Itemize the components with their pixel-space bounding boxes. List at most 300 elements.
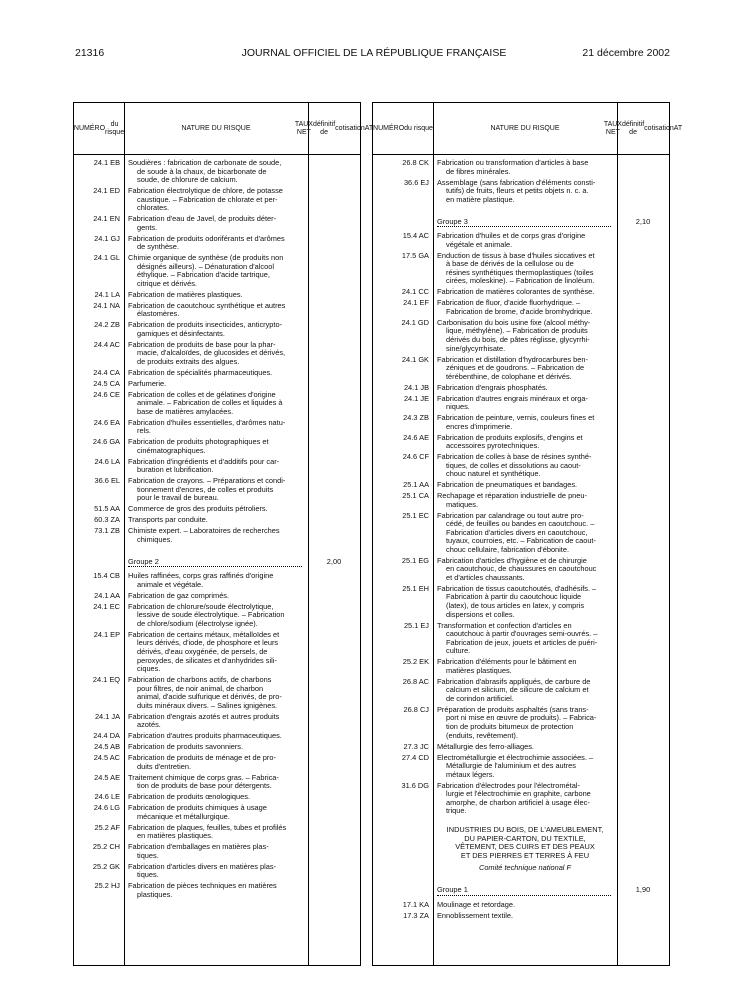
risk-description bbox=[128, 302, 304, 319]
risk-description bbox=[128, 341, 304, 367]
risk-description bbox=[437, 288, 613, 297]
description-line: Fabrication d'articles d'hygiène et de chirurgie bbox=[437, 555, 587, 565]
description-line: Enduction de tissus à base d'huiles siccatives et bbox=[437, 250, 595, 260]
risk-code: 15.4 AC bbox=[402, 231, 429, 241]
risk-description bbox=[128, 516, 304, 525]
description-line: Fabrication et distillation d'hydrocarbures ben- bbox=[437, 354, 588, 364]
description-line: Fabrication d'emballages en matières plas- bbox=[128, 842, 269, 851]
description-line: de chlore/sodium (électrolyse ignée). bbox=[137, 618, 258, 628]
description-line: Commerce de gros des produits pétroliers. bbox=[128, 504, 268, 514]
column-header-taux bbox=[294, 103, 374, 154]
description-line: encres d'imprimerie. bbox=[446, 421, 513, 431]
description-line: matiques. bbox=[446, 499, 479, 509]
description-line: de fibres minérales. bbox=[446, 166, 511, 176]
risk-code: 25.1 EC bbox=[402, 510, 429, 520]
risk-code: 24.1 GK bbox=[401, 354, 429, 364]
risk-code: 24.6 CE bbox=[93, 389, 120, 399]
description-line: Chimiste expert. – Laboratoires de recherches bbox=[128, 526, 280, 536]
description-line: Fabrication de produits explosifs, d'engins et bbox=[437, 432, 583, 442]
header-text: AT bbox=[364, 124, 374, 132]
risk-description bbox=[128, 380, 304, 389]
risk-description bbox=[437, 159, 613, 176]
journal-title: JOURNAL OFFICIEL DE LA RÉPUBLIQUE FRANÇAISE bbox=[241, 47, 507, 59]
risk-code: 15.4 CB bbox=[93, 571, 120, 581]
group-rate: 1,90 bbox=[635, 885, 651, 895]
description-line: dérivés, d'eau oxygénée, de persels, de bbox=[137, 646, 268, 656]
group-name: Groupe 2 bbox=[128, 558, 302, 568]
risk-description bbox=[128, 843, 304, 860]
risk-code: 24.1 GJ bbox=[94, 233, 120, 243]
risk-description bbox=[437, 743, 613, 752]
left-risk-table bbox=[73, 102, 374, 966]
description-line: ET DES PIERRES ET TERRES À FEU bbox=[460, 851, 590, 861]
description-line: amorphe, de charbon artificiel à usage élec- bbox=[446, 797, 590, 807]
description-line: Assemblage (sans fabrication d'éléments consti- bbox=[437, 177, 596, 187]
risk-code: 24.6 LG bbox=[93, 803, 120, 812]
risk-description bbox=[128, 743, 304, 752]
page-number: 21316 bbox=[75, 47, 105, 59]
description-line: Fabrication de produits odoriférants et d'arômes bbox=[128, 233, 285, 243]
description-line: en caoutchouc, de chaussures en caoutchouc bbox=[446, 564, 597, 574]
description-line: tiques. bbox=[137, 870, 159, 880]
risk-description bbox=[128, 254, 304, 288]
description-line: Fabrication de peinture, vernis, couleurs fines et bbox=[437, 413, 595, 422]
description-line: chouc naturel et synthétique. bbox=[446, 469, 541, 479]
risk-description bbox=[437, 319, 613, 353]
description-line: accessoires pyrotechniques. bbox=[446, 441, 540, 451]
description-line: Fabrication de spécialités pharmaceutiques. bbox=[128, 367, 273, 377]
description-line: INDUSTRIES DU BOIS, DE L'AMEUBLEMENT, bbox=[446, 825, 604, 835]
risk-code: 24.6 CF bbox=[402, 452, 429, 461]
group-label bbox=[437, 886, 613, 896]
risk-code: 24.5 AC bbox=[93, 753, 120, 763]
description-line: Fabrication de charbons actifs, de charbons bbox=[128, 675, 272, 685]
description-line: Fabrication d'eau de Javel, de produits déter- bbox=[128, 214, 277, 224]
risk-code: 24.4 DA bbox=[93, 731, 120, 741]
description-line: mécanique et métallurgique. bbox=[137, 811, 230, 821]
description-line: Fabrication de matières plastiques. bbox=[128, 289, 243, 299]
column-divider bbox=[124, 103, 125, 965]
description-line: à base de dérivés de la cellulose ou de bbox=[446, 259, 574, 269]
risk-code: 24.1 JA bbox=[94, 711, 120, 721]
description-line: Fabrication de chlorure/soude électrolytique, bbox=[128, 601, 274, 611]
description-line: gamiques et désinfectants. bbox=[137, 328, 225, 338]
description-line: Moulinage et retordage. bbox=[437, 899, 516, 909]
risk-code: 25.2 EK bbox=[402, 657, 429, 667]
description-line: tiques, de colles et dissolutions au caout- bbox=[446, 460, 581, 470]
description-line: Fabrication de caoutchouc synthétique et autres bbox=[128, 300, 286, 310]
description-line: Fabrication d'engrais azotés et autres produits bbox=[128, 711, 280, 721]
risk-description bbox=[437, 492, 613, 509]
risk-description bbox=[128, 754, 304, 771]
description-line: Fabrication électrolytique de chlore, de potasse bbox=[128, 186, 283, 196]
risk-description bbox=[437, 252, 613, 286]
risk-code: 24.1 JB bbox=[403, 382, 429, 392]
description-line: Fabrication de fluor, d'acide fluorhydrique. – bbox=[437, 298, 581, 308]
description-line: tion de produits de base pour détergents. bbox=[137, 781, 272, 791]
description-line: Fabrication d'autres engrais minéraux et orga- bbox=[437, 393, 588, 403]
description-line: Fabrication de brome, d'acide bromhydrique. bbox=[446, 306, 593, 316]
description-line: Fabrication de produits œnologiques. bbox=[128, 792, 251, 802]
description-line: trique. bbox=[446, 806, 467, 816]
description-line: Huiles raffinées, corps gras raffinés d'origine bbox=[128, 571, 274, 581]
description-line: Fabrication d'huiles et de corps gras d'origine bbox=[437, 231, 586, 241]
right-risk-table bbox=[372, 102, 683, 966]
description-line: sine/glycyrrhisate. bbox=[446, 343, 506, 353]
risk-description bbox=[128, 676, 304, 710]
header-text: NUMÉRO bbox=[373, 124, 405, 132]
description-line: Fabrication de tissus caoutchoutés, d'adhésifs. – bbox=[437, 583, 597, 593]
description-line: de soude à la chaux, de bicarbonate de bbox=[137, 166, 267, 176]
description-line: buration et lubrification. bbox=[137, 465, 214, 475]
risk-code: 25.1 AA bbox=[403, 480, 429, 490]
risk-code: 26.8 AC bbox=[402, 676, 429, 686]
risk-code: 17.1 KA bbox=[402, 899, 429, 909]
risk-code: 24.1 EC bbox=[93, 601, 120, 611]
description-line: Soudières : fabrication de carbonate de soude, bbox=[128, 158, 282, 167]
description-line: peroxydes, de silicates et d'anhydrides sili- bbox=[137, 655, 277, 665]
description-line: Traitement chimique de corps gras. – Fabrica- bbox=[128, 772, 279, 782]
description-line: (latex), de tous articles en latex, y compris bbox=[446, 601, 585, 611]
description-line: chouc cellulaire, fabrication d'ébonite. bbox=[446, 544, 570, 554]
description-line: Transports par conduite. bbox=[128, 515, 208, 525]
risk-description bbox=[128, 235, 304, 252]
header-text: du risque bbox=[404, 124, 433, 132]
risk-code: 24.6 AE bbox=[403, 432, 429, 442]
description-line: cirées, moleskine). – Fabrication de linoléum. bbox=[446, 276, 595, 286]
description-line: cédé, de feuilles ou bandes en caoutchouc. – bbox=[446, 519, 595, 529]
description-line: calcium et silicium, de silicure de calcium et bbox=[446, 685, 589, 695]
risk-description bbox=[437, 658, 613, 675]
description-line: Rechapage et réparation industrielle de pneu- bbox=[437, 491, 587, 500]
risk-description bbox=[437, 395, 613, 412]
description-line: élastomères. bbox=[137, 309, 180, 319]
group-label bbox=[128, 558, 304, 568]
risk-description bbox=[128, 391, 304, 417]
description-line: en matière plastique. bbox=[446, 194, 515, 204]
description-line: Métallurgie de l'aluminium et des autres bbox=[446, 761, 576, 771]
risk-code: 27.3 JC bbox=[403, 741, 429, 751]
risk-description bbox=[128, 863, 304, 880]
risk-description bbox=[128, 291, 304, 300]
description-line: Fabrication d'articles divers en caoutchouc, bbox=[446, 527, 588, 537]
description-line: tutifs) de fruits, fleurs et petits objets n. c. a. bbox=[446, 186, 589, 196]
risk-description bbox=[437, 678, 613, 704]
risk-description bbox=[128, 505, 304, 514]
risk-code: 24.1 EN bbox=[93, 214, 120, 224]
group-name: Groupe 3 bbox=[437, 218, 611, 228]
description-line: et d'articles chaussants. bbox=[446, 572, 525, 582]
risk-code: 24.1 EB bbox=[93, 158, 120, 167]
description-line: Fabrication d'huiles essentielles, d'arômes natu- bbox=[128, 417, 286, 427]
risk-description bbox=[128, 458, 304, 475]
description-line: duits d'entretien. bbox=[137, 761, 192, 771]
description-line: Fabrication de gaz comprimés. bbox=[128, 590, 230, 600]
column-divider bbox=[617, 103, 618, 965]
risk-description bbox=[128, 824, 304, 841]
risk-description bbox=[128, 774, 304, 791]
risk-description bbox=[128, 215, 304, 232]
header-divider bbox=[74, 154, 360, 155]
risk-description bbox=[437, 232, 613, 249]
header-text: TAUX NET bbox=[294, 120, 313, 136]
description-line: Fabrication d'autres produits pharmaceutiques. bbox=[128, 731, 282, 741]
risk-code: 26.8 CK bbox=[402, 158, 429, 167]
risk-code: 24.6 EA bbox=[93, 417, 120, 427]
description-line: azotés. bbox=[137, 720, 161, 730]
description-line: pour filtres, de noir animal, de charbon bbox=[137, 683, 264, 693]
description-line: animal, d'acide sulfurique et dérivés, de pro- bbox=[137, 692, 282, 702]
description-line: culture. bbox=[446, 646, 471, 656]
description-line: lique, méthylène). – Fabrication de produits bbox=[446, 326, 588, 336]
risk-description bbox=[437, 622, 613, 656]
description-line: Chimie organique de synthèse (de produits non bbox=[128, 253, 284, 263]
risk-code: 24.1 LA bbox=[94, 289, 120, 299]
risk-description bbox=[437, 782, 613, 816]
risk-description bbox=[128, 882, 304, 899]
description-line: pour le travail de bureau. bbox=[137, 493, 219, 503]
column-divider bbox=[308, 103, 309, 965]
risk-code: 25.2 GK bbox=[92, 861, 120, 871]
description-line: lessive de soude électrolytique. – Fabrication bbox=[137, 610, 285, 620]
description-line: Fabrication de certains métaux, métalloïdes et bbox=[128, 629, 280, 639]
risk-description bbox=[128, 804, 304, 821]
risk-code: 24.6 LE bbox=[94, 792, 120, 802]
column-header-nature: NATURE DU RISQUE bbox=[181, 124, 251, 132]
description-line: Fabrication d'électrodes pour l'électrométal- bbox=[437, 780, 580, 790]
description-line: animale et végétale. bbox=[137, 579, 204, 589]
risk-code: 24.1 ED bbox=[93, 186, 120, 196]
description-line: duits minéraux divers. – Salines ignigènes. bbox=[137, 700, 278, 710]
description-line: gents. bbox=[137, 222, 158, 232]
description-line: térébenthine, de colophane et dérivés. bbox=[446, 371, 572, 381]
risk-code: 31.6 DG bbox=[401, 780, 429, 790]
description-line: cinématographiques. bbox=[137, 445, 206, 455]
header-text: TAUX NET bbox=[603, 120, 622, 136]
description-line: Fabrication de colles et de gélatines d'origine bbox=[128, 389, 276, 399]
description-line: Fabrication d'abrasifs appliqués, de carbure de bbox=[437, 676, 591, 686]
description-line: soude, de chlorure de calcium. bbox=[137, 175, 238, 185]
risk-description bbox=[437, 585, 613, 619]
description-line: Carbonisation du bois usine fixe (alcool méthy- bbox=[437, 317, 591, 327]
header-text: NUMÉRO bbox=[73, 124, 106, 132]
description-line: tuyaux, courroies, etc. – Fabrication de caout- bbox=[446, 536, 596, 546]
risk-code: 24.6 LA bbox=[94, 456, 120, 466]
description-line: Fabrication de plaques, feuilles, tubes et profilés bbox=[128, 822, 287, 832]
header-text: cotisation bbox=[335, 124, 365, 132]
risk-description bbox=[128, 187, 304, 213]
risk-code: 25.1 EJ bbox=[403, 620, 429, 630]
description-line: niques. bbox=[446, 402, 470, 412]
column-header-numero bbox=[74, 103, 124, 154]
section-subtitle: Comité technique national F bbox=[478, 862, 572, 872]
description-line: caoutchouc à partir d'ouvrages semi-ouvrés. – bbox=[446, 629, 598, 639]
risk-code: 24.4 CA bbox=[93, 367, 120, 377]
description-line: dérivés du bois, de pâtes réglisse, glycyrrhi- bbox=[446, 334, 590, 344]
description-line: Fabrication de jeux, jouets et articles de puéri- bbox=[446, 637, 598, 647]
description-line: éthylique. – Fabrication d'acide tartrique, bbox=[137, 270, 270, 280]
description-line: Fabrication de produits de ménage et de pro- bbox=[128, 753, 276, 763]
description-line: Fabrication de pneumatiques et bandages. bbox=[437, 480, 578, 490]
description-line: Fabrication de produits savonniers. bbox=[128, 742, 244, 752]
description-line: chimiques. bbox=[137, 534, 173, 544]
description-line: plastiques. bbox=[137, 889, 173, 899]
risk-description bbox=[437, 453, 613, 479]
risk-code: 24.1 EF bbox=[403, 298, 429, 308]
risk-description bbox=[437, 384, 613, 393]
description-line: Fabrication d'articles divers en matières plas- bbox=[128, 861, 277, 871]
risk-description bbox=[128, 713, 304, 730]
risk-description bbox=[437, 557, 613, 583]
description-line: tiques. bbox=[137, 850, 159, 860]
risk-description bbox=[128, 159, 304, 185]
risk-code: 24.3 ZB bbox=[403, 413, 429, 422]
risk-description bbox=[128, 732, 304, 741]
risk-description bbox=[437, 179, 613, 205]
description-line: citrique et dérivés. bbox=[137, 278, 197, 288]
column-header-nature: NATURE DU RISQUE bbox=[490, 124, 560, 132]
column-divider bbox=[433, 103, 434, 965]
risk-code: 24.2 ZB bbox=[94, 320, 120, 330]
description-line: tionnement d'encres, de colles et produits bbox=[137, 484, 274, 494]
description-line: désignés ailleurs). – Dénaturation d'alcool bbox=[137, 261, 274, 271]
risk-code: 60.3 ZA bbox=[94, 515, 120, 525]
description-line: (enduits, revêtement). bbox=[446, 730, 518, 740]
description-line: Fabrication de produits photographiques et bbox=[128, 437, 269, 447]
risk-code: 25.1 CA bbox=[402, 491, 429, 500]
risk-description bbox=[437, 901, 613, 910]
description-line: Ennoblissement textile. bbox=[437, 910, 513, 920]
description-line: tion de produits bitumeux de protection bbox=[446, 722, 574, 732]
description-line: Fabrication ou transformation d'articles à base bbox=[437, 158, 589, 167]
risk-code: 24.1 GD bbox=[401, 317, 429, 327]
risk-description bbox=[437, 706, 613, 740]
description-line: de corindon artificiel. bbox=[446, 693, 514, 703]
risk-code: 24.4 AC bbox=[93, 339, 120, 349]
description-line: Parfumerie. bbox=[128, 378, 167, 388]
description-line: Fabrication de matières colorantes de synthèse. bbox=[437, 287, 595, 297]
description-line: Fabrication de produits chimiques à usage bbox=[128, 803, 267, 812]
risk-code: 24.1 CC bbox=[401, 287, 429, 297]
description-line: ciques. bbox=[137, 664, 161, 674]
risk-description bbox=[128, 438, 304, 455]
risk-code: 24.1 GL bbox=[93, 253, 120, 263]
risk-code: 25.2 CH bbox=[92, 842, 120, 851]
description-line: dispersions et colles. bbox=[446, 609, 515, 619]
description-line: DU PAPIER-CARTON, DU TEXTILE, bbox=[464, 833, 586, 843]
risk-description bbox=[437, 356, 613, 382]
description-line: Fabrication de colles à base de résines synthé- bbox=[437, 452, 592, 461]
header-text: définitif de bbox=[312, 120, 336, 136]
risk-description bbox=[128, 603, 304, 629]
description-line: VÊTEMENT, DES CUIRS ET DES PEAUX bbox=[455, 842, 595, 852]
risk-description bbox=[128, 631, 304, 674]
description-line: Préparation de produits asphaltés (sans trans- bbox=[437, 704, 589, 714]
risk-code: 24.1 EQ bbox=[92, 675, 120, 685]
group-name: Groupe 1 bbox=[437, 886, 611, 896]
description-line: Fabrication d'éléments pour le bâtiment en bbox=[437, 657, 577, 667]
description-line: végétale et animale. bbox=[446, 239, 513, 249]
header-text: du risque bbox=[105, 120, 125, 136]
description-line: métaux légers. bbox=[446, 769, 495, 779]
description-line: zéniques et de goudrons. – Fabrication de bbox=[446, 363, 585, 373]
header-divider bbox=[373, 154, 669, 155]
risk-description bbox=[437, 434, 613, 451]
description-line: rels. bbox=[137, 426, 151, 436]
description-line: Fabrication d'ingrédients et d'additifs pour car- bbox=[128, 456, 280, 466]
risk-code: 24.1 JE bbox=[403, 393, 429, 403]
risk-code: 24.5 AE bbox=[94, 772, 120, 782]
risk-code: 73.1 ZB bbox=[94, 526, 120, 536]
risk-description bbox=[128, 592, 304, 601]
description-line: Fabrication de produits de base pour la phar- bbox=[128, 339, 276, 349]
description-line: Fabrication de pièces techniques en matières bbox=[128, 881, 277, 890]
section-title bbox=[437, 826, 613, 872]
header-text: définitif de bbox=[621, 120, 645, 136]
risk-description bbox=[128, 419, 304, 436]
risk-code: 17.5 GA bbox=[401, 250, 429, 260]
publication-date: 21 décembre 2002 bbox=[582, 47, 670, 59]
description-line: chlorates. bbox=[137, 203, 170, 213]
risk-description bbox=[128, 369, 304, 378]
description-line: de synthèse. bbox=[137, 242, 179, 252]
risk-code: 24.1 AA bbox=[94, 590, 120, 600]
risk-code: 25.1 EG bbox=[401, 555, 429, 565]
description-line: résines synthétiques thermoplastiques (toiles bbox=[446, 267, 594, 277]
group-rate: 2,10 bbox=[635, 216, 651, 226]
column-header-taux bbox=[603, 103, 683, 154]
risk-description bbox=[437, 481, 613, 490]
description-line: Fabrication d'engrais phosphatés. bbox=[437, 382, 548, 392]
risk-code: 25.2 HJ bbox=[94, 881, 120, 890]
risk-code: 36.6 EL bbox=[94, 476, 120, 486]
description-line: leurs dérivés, d'iode, de phosphore et leurs bbox=[137, 638, 279, 648]
risk-description bbox=[128, 477, 304, 503]
description-line: Métallurgie des ferro-alliages. bbox=[437, 741, 534, 751]
risk-description bbox=[128, 793, 304, 802]
header-text: cotisation bbox=[644, 124, 674, 132]
description-line: lurgie et l'électrochimie en graphite, carbone bbox=[446, 789, 591, 799]
risk-code: 26.8 CJ bbox=[403, 704, 429, 714]
risk-code: 51.5 AA bbox=[94, 504, 120, 514]
risk-code: 36.6 EJ bbox=[403, 177, 429, 187]
group-label bbox=[437, 218, 613, 228]
risk-code: 27.4 CD bbox=[401, 752, 429, 762]
description-line: Fabrication par calandrage ou tout autre pro- bbox=[437, 510, 584, 520]
risk-code: 24.6 GA bbox=[92, 437, 120, 447]
description-line: en matières plastiques. bbox=[137, 831, 213, 841]
risk-code: 17.3 ZA bbox=[403, 910, 429, 920]
column-header-numero bbox=[373, 103, 433, 154]
description-line: Electrométallurgie et électrochimie associées. – bbox=[437, 752, 594, 762]
risk-code: 25.2 AF bbox=[94, 822, 120, 832]
group-rate: 2,00 bbox=[326, 556, 342, 566]
risk-code: 24.5 CA bbox=[93, 378, 120, 388]
description-line: port ni mise en œuvre de produits). – Fabrica- bbox=[446, 713, 597, 723]
header-text: AT bbox=[673, 124, 683, 132]
risk-code: 25.1 EH bbox=[402, 583, 429, 593]
risk-description bbox=[437, 754, 613, 780]
description-line: Fabrication de produits insecticides, anticrypto- bbox=[128, 320, 283, 330]
description-line: base de matières amylacées. bbox=[137, 406, 234, 416]
risk-description bbox=[128, 572, 304, 589]
risk-description bbox=[128, 321, 304, 338]
risk-code: 24.5 AB bbox=[94, 742, 120, 752]
risk-description bbox=[437, 912, 613, 921]
description-line: animale. – Fabrication de colles et liquides à bbox=[137, 398, 283, 408]
risk-description bbox=[437, 512, 613, 555]
risk-code: 24.1 EP bbox=[93, 629, 120, 639]
